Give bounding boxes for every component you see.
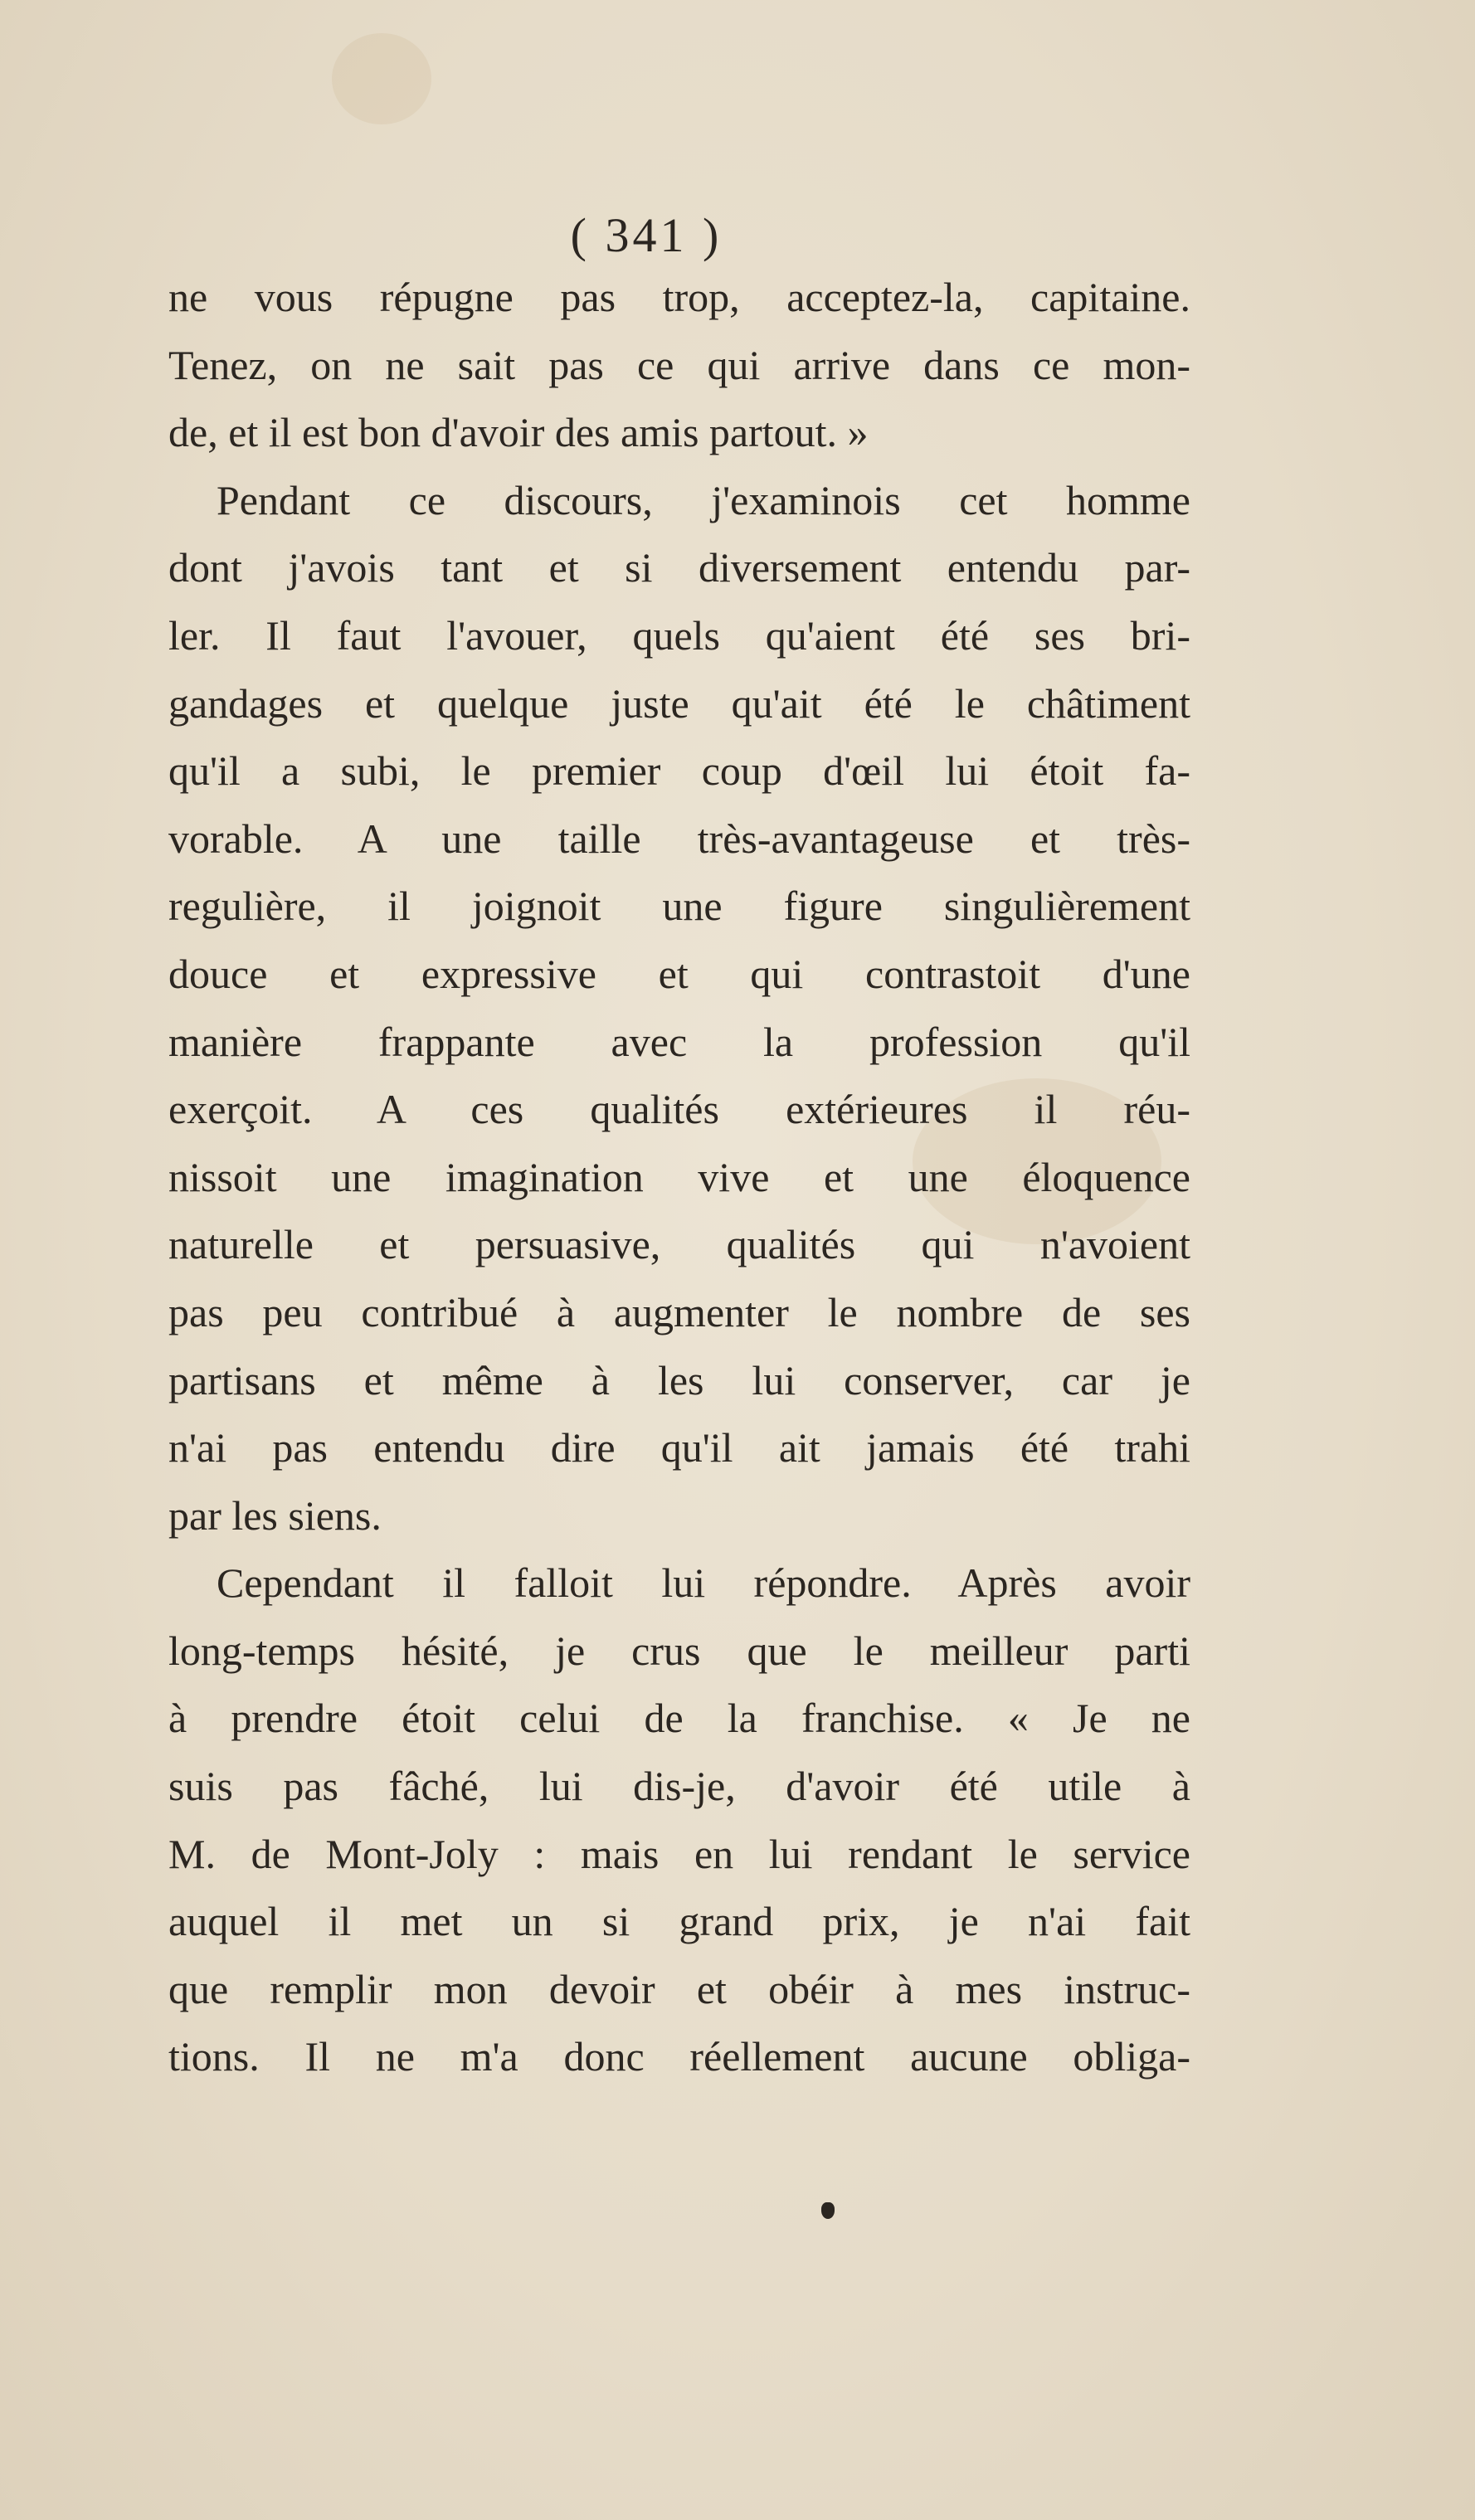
text-line: par les siens. <box>168 1491 382 1539</box>
text-line: manière frappante avec la profession qu'il <box>168 1018 1190 1065</box>
paper-stain <box>332 33 431 124</box>
page-number-header: ( 341 ) <box>570 208 723 262</box>
text-line: Pendant ce discours, j'examinois cet homme <box>217 476 1190 523</box>
text-line: exerçoit. A ces qualités extérieures il réu- <box>168 1086 1190 1133</box>
text-line: tions. Il ne m'a donc réellement aucune obliga- <box>168 2033 1190 2080</box>
text-line: ne vous répugne pas trop, acceptez-la, capitaine. <box>168 274 1190 320</box>
text-line: pas peu contribué à augmenter le nombre de ses <box>168 1288 1190 1335</box>
text-line: naturelle et persuasive, qualités qui n'avoient <box>168 1221 1190 1268</box>
text-line: M. de Mont-Joly : mais en lui rendant le service <box>168 1830 1190 1877</box>
text-line: auquel il met un si grand prix, je n'ai fait <box>168 1898 1190 1945</box>
text-line: qu'il a subi, le premier coup d'œil lui étoit fa- <box>168 747 1190 795</box>
text-line: partisans et même à les lui conserver, car je <box>168 1356 1190 1404</box>
text-line: de, et il est bon d'avoir des amis partout. » <box>168 409 869 456</box>
text-line: Tenez, on ne sait pas ce qui arrive dans ce mon- <box>168 341 1190 388</box>
text-line: vorable. A une taille très-avantageuse et très- <box>168 815 1190 862</box>
text-line: regulière, il joignoit une figure singulièrement <box>168 883 1190 930</box>
signature-mark <box>821 2202 835 2219</box>
text-line: nissoit une imagination vive et une éloquence <box>168 1153 1190 1200</box>
text-line: suis pas fâché, lui dis-je, d'avoir été utile à <box>168 1763 1190 1810</box>
text-line: ler. Il faut l'avouer, quels qu'aient été ses bri- <box>168 611 1190 659</box>
text-line: long-temps hésité, je crus que le meilleur parti <box>168 1627 1190 1674</box>
text-line: n'ai pas entendu dire qu'il ait jamais été trahi <box>168 1424 1190 1472</box>
text-line: à prendre étoit celui de la franchise. « Je ne <box>168 1695 1190 1742</box>
text-line: que remplir mon devoir et obéir à mes instruc- <box>168 1965 1190 2012</box>
body-text <box>168 264 1190 2091</box>
text-line: gandages et quelque juste qu'ait été le châtiment <box>168 679 1190 727</box>
text-line: Cependant il falloit lui répondre. Après avoir <box>217 1559 1190 1607</box>
text-line: douce et expressive et qui contrastoit d'une <box>168 950 1190 997</box>
text-line: dont j'avois tant et si diversement entendu par- <box>168 544 1190 591</box>
